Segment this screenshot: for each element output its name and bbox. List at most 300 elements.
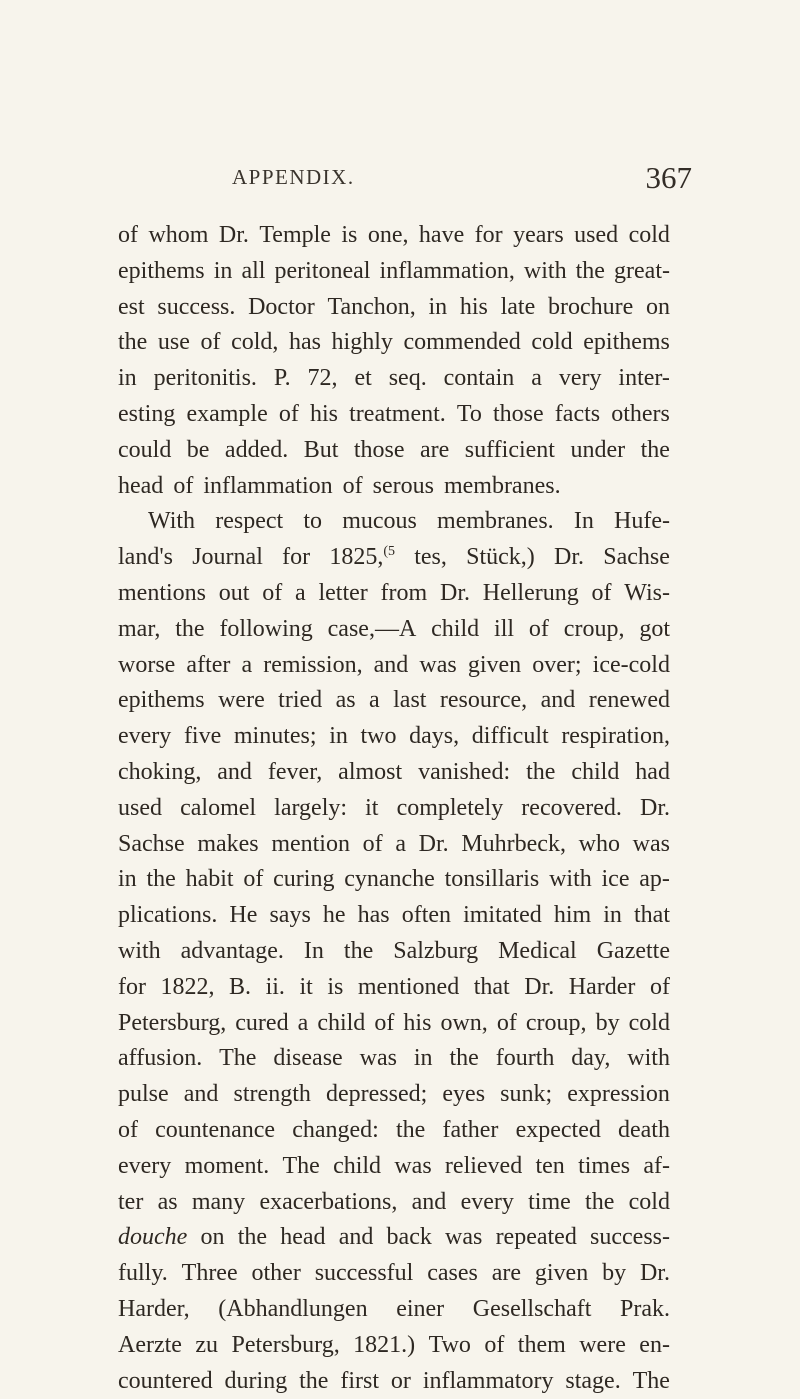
word [310, 397, 338, 433]
word-text: seq. [389, 365, 427, 391]
word-text: over; [532, 652, 581, 678]
word [118, 433, 171, 469]
word [395, 827, 406, 863]
word-text: P. [274, 365, 291, 391]
word-text: Temple [259, 222, 331, 248]
word [279, 397, 299, 433]
word [444, 361, 515, 397]
word-text: cold [629, 1010, 670, 1036]
word [354, 433, 405, 469]
text-line [118, 1364, 670, 1399]
word-text: He [229, 902, 257, 928]
page-number: 367 [646, 160, 693, 196]
word [629, 218, 670, 254]
word [218, 1292, 367, 1328]
word [381, 576, 428, 612]
word [549, 862, 592, 898]
word-text: ice [602, 866, 630, 892]
text-line [118, 1220, 670, 1256]
word [403, 1006, 431, 1042]
word [118, 719, 171, 755]
word-text: has [358, 902, 390, 928]
word-text: cured [235, 1010, 288, 1036]
word [574, 218, 618, 254]
word-text: five [184, 723, 221, 749]
word [203, 469, 332, 505]
word [268, 755, 322, 791]
word [419, 218, 464, 254]
word [323, 898, 346, 934]
word [614, 504, 670, 540]
word [181, 934, 284, 970]
word [494, 612, 514, 648]
word [570, 433, 625, 469]
word-text: following [219, 616, 312, 642]
word [374, 648, 409, 684]
word [418, 755, 510, 791]
word [218, 683, 265, 719]
word [466, 540, 535, 576]
word [217, 755, 252, 791]
word-text: on [201, 1224, 225, 1250]
word-text: a [395, 831, 406, 857]
word-text: affusion. [118, 1045, 202, 1071]
word-text: him [554, 902, 591, 928]
word-text: Harder, [118, 1296, 190, 1322]
word [569, 970, 636, 1006]
word [118, 827, 185, 863]
text-line [118, 1292, 670, 1328]
word-text: ill [494, 616, 514, 642]
word [590, 1220, 670, 1256]
word [639, 612, 670, 648]
word [118, 612, 160, 648]
word-text: had [635, 759, 670, 785]
word [541, 683, 576, 719]
word [173, 469, 193, 505]
word [449, 1041, 478, 1077]
word-text: are [492, 1260, 521, 1286]
word [593, 648, 670, 684]
text-line [118, 540, 670, 576]
word-text: calomel [180, 795, 256, 821]
word-text: got [639, 616, 670, 642]
word [187, 433, 210, 469]
word-text: epithems [118, 687, 205, 713]
word-text: own, [440, 1010, 487, 1036]
word [624, 576, 670, 612]
word [483, 576, 579, 612]
word-text: he [323, 902, 346, 928]
word [473, 1292, 592, 1328]
word [535, 1256, 588, 1292]
word [440, 683, 527, 719]
word-text: are [420, 437, 449, 463]
word [328, 612, 417, 648]
word [219, 218, 249, 254]
word-text: Gazette [597, 938, 670, 964]
word [146, 862, 175, 898]
word [185, 1149, 270, 1185]
word-text: last [393, 687, 426, 713]
word-text: inflammatory [423, 1368, 554, 1394]
word-text: head [118, 473, 163, 499]
word-text: the [175, 616, 204, 642]
word-text: commended [403, 329, 520, 355]
text-line [118, 1185, 670, 1221]
word [248, 290, 315, 326]
word [564, 612, 625, 648]
word-text: cold [629, 1189, 670, 1215]
word [526, 1006, 587, 1042]
word [419, 827, 449, 863]
word-text: in [603, 902, 622, 928]
word-text: the [585, 1189, 614, 1215]
text-line [118, 504, 670, 540]
word [409, 719, 459, 755]
word [516, 1113, 601, 1149]
word-text: tried [278, 687, 322, 713]
word [442, 1113, 498, 1149]
word-text: the [299, 1368, 328, 1394]
word [460, 290, 488, 326]
word-text: mucous [342, 508, 417, 534]
word-text: treatment. [349, 401, 446, 427]
word [266, 970, 285, 1006]
word [529, 612, 549, 648]
word-text: was [445, 1224, 482, 1250]
word [403, 325, 520, 361]
word [308, 361, 338, 397]
text-line [118, 325, 670, 361]
text-line [118, 254, 670, 290]
word-text: recovered. [521, 795, 622, 821]
text-line [118, 361, 670, 397]
word [238, 1220, 267, 1256]
word-text: membranes. [444, 473, 561, 499]
word-text: The [633, 1368, 670, 1394]
word [361, 719, 397, 755]
word-text: ten [535, 1153, 564, 1179]
text-line [118, 1149, 670, 1185]
word [340, 1364, 379, 1399]
word [363, 827, 383, 863]
word [344, 934, 373, 970]
word-text: in [428, 294, 447, 320]
word-text: expected [516, 1117, 601, 1143]
word [414, 1041, 433, 1077]
word-text: choking, [118, 759, 201, 785]
word-text: very [559, 365, 602, 391]
word-text: Dr. [554, 544, 584, 570]
word [521, 791, 622, 827]
word [571, 1041, 610, 1077]
word-text: 1821.) [353, 1332, 415, 1358]
text-line [118, 827, 670, 863]
word-text: Journal [192, 544, 263, 570]
text-line [118, 1077, 670, 1113]
word [457, 397, 482, 433]
word [579, 1328, 626, 1364]
word-text: Muhrbeck, [461, 831, 566, 857]
word [295, 576, 306, 612]
word-text: often [402, 902, 451, 928]
word-text: a [369, 687, 380, 713]
word [419, 648, 456, 684]
word-text: Dr. [419, 831, 449, 857]
word-text: back [387, 1224, 432, 1250]
word [353, 1328, 415, 1364]
word-text: Sachse [118, 831, 185, 857]
word-text: Hellerung [483, 580, 579, 606]
word [583, 325, 670, 361]
word [618, 361, 670, 397]
word-text: and [217, 759, 252, 785]
word-text: of [343, 473, 363, 499]
word [263, 648, 362, 684]
text-line [118, 898, 670, 934]
word-text: used [574, 222, 618, 248]
word [118, 862, 137, 898]
word [349, 397, 446, 433]
word [241, 648, 252, 684]
word [444, 469, 561, 505]
word-text: of [484, 1332, 504, 1358]
word-text: eyes [442, 1081, 485, 1107]
word [274, 791, 347, 827]
word [229, 970, 251, 1006]
word-text: difficult [472, 723, 549, 749]
word [186, 648, 230, 684]
text-line [118, 934, 670, 970]
word [555, 397, 600, 433]
word-text: whom [148, 222, 208, 248]
word [402, 898, 451, 934]
text-line [118, 683, 670, 719]
word-text: cases [427, 1260, 478, 1286]
word [282, 540, 310, 576]
word-text: child [333, 1153, 381, 1179]
word-text: of [374, 1010, 394, 1036]
word [186, 397, 267, 433]
word [186, 862, 234, 898]
word [571, 755, 619, 791]
word-text: Prak. [620, 1296, 670, 1322]
word [273, 1041, 342, 1077]
word [271, 827, 350, 863]
word [635, 755, 670, 791]
word [496, 1041, 555, 1077]
word [633, 827, 670, 863]
word [412, 1185, 447, 1221]
word [627, 1041, 670, 1077]
word [234, 1077, 311, 1113]
word-text: B. [229, 974, 251, 1000]
word [118, 934, 161, 970]
word-text: of [592, 580, 612, 606]
word-text: exacerbations, [259, 1189, 397, 1215]
word-text: the [526, 759, 555, 785]
word [304, 934, 324, 970]
word-text: est [118, 294, 145, 320]
word-text: on [646, 294, 670, 320]
word [484, 1328, 504, 1364]
word-text: many [192, 1189, 245, 1215]
word-text: case,—A [328, 616, 417, 642]
word [269, 898, 310, 934]
word-text: is [341, 222, 357, 248]
word-text: Two [429, 1332, 471, 1358]
text-line [118, 1041, 670, 1077]
word-text: letter [318, 580, 367, 606]
word [118, 290, 145, 326]
word [298, 1006, 309, 1042]
word-text: and [184, 1081, 219, 1107]
word-text: and [374, 652, 409, 678]
word-text: is [327, 974, 343, 1000]
word [219, 612, 312, 648]
word [118, 325, 147, 361]
word-text: by [602, 1260, 626, 1286]
word-text: largely: [274, 795, 347, 821]
word-text: almost [338, 759, 402, 785]
word [157, 290, 235, 326]
word-text: every [118, 1153, 171, 1179]
word [576, 254, 605, 290]
word-text: used [118, 795, 162, 821]
word-text: with [524, 258, 567, 284]
word-text: advantage. [181, 938, 284, 964]
word [326, 1077, 427, 1113]
text-line [118, 612, 670, 648]
word-text: use [158, 329, 190, 355]
word [437, 504, 554, 540]
word-text: a [295, 580, 306, 606]
word-text: times [578, 1153, 630, 1179]
word-text: great- [614, 258, 670, 284]
word [634, 898, 670, 934]
word [614, 254, 670, 290]
word [184, 719, 221, 755]
word [225, 1364, 288, 1399]
word-text: But [304, 437, 339, 463]
word [501, 290, 536, 326]
word-text: of [118, 1117, 138, 1143]
word-text: Dr. [640, 1260, 670, 1286]
word-text: those [354, 437, 405, 463]
word [195, 1328, 218, 1364]
word [289, 325, 321, 361]
word-text: the [576, 258, 605, 284]
running-head: APPENDIX. [232, 165, 355, 190]
word [329, 540, 395, 576]
word-text: 1825, [329, 544, 383, 570]
word [639, 1328, 670, 1364]
word-text: late [501, 294, 536, 320]
word [396, 1292, 444, 1328]
word-text: brochure [548, 294, 633, 320]
word [387, 1220, 432, 1256]
word [597, 934, 670, 970]
word-text: imitated [463, 902, 542, 928]
word-text: highly [332, 329, 393, 355]
body-text [118, 218, 670, 1399]
text-line [118, 397, 670, 433]
word [299, 1364, 328, 1399]
word [474, 970, 510, 1006]
word [118, 1041, 202, 1077]
word [397, 791, 504, 827]
word [315, 1256, 414, 1292]
text-line [118, 862, 670, 898]
word [273, 862, 334, 898]
word [498, 934, 577, 970]
word [596, 1006, 620, 1042]
word [373, 469, 434, 505]
word-text: of [279, 401, 299, 427]
word [118, 576, 206, 612]
text-line [118, 970, 670, 1006]
word-text: curing [273, 866, 334, 892]
word [118, 1220, 187, 1256]
word [358, 898, 390, 934]
word [192, 540, 263, 576]
word [492, 1256, 521, 1292]
word [262, 576, 282, 612]
superscript-text: (5 [383, 544, 395, 559]
word-text: was [633, 831, 670, 857]
word-text: out [219, 580, 250, 606]
word-text: fourth [496, 1045, 555, 1071]
word [497, 1006, 517, 1042]
word-text: cold [629, 222, 670, 248]
word [420, 433, 449, 469]
word-text: inflammation, [380, 258, 515, 284]
word-text: cynanche [344, 866, 435, 892]
word-text: resource, [440, 687, 527, 713]
word [344, 862, 435, 898]
word-text: of [497, 1010, 517, 1036]
word-text: en- [639, 1332, 670, 1358]
word-text: 1822, [161, 974, 215, 1000]
word-text: land's [118, 544, 173, 570]
word-text: depressed; [326, 1081, 427, 1107]
word [585, 1185, 614, 1221]
word-text: in [118, 365, 137, 391]
word-text: of [650, 974, 670, 1000]
word [531, 361, 542, 397]
word [158, 325, 190, 361]
word-text: could [118, 437, 171, 463]
word [225, 433, 288, 469]
word-text: to [303, 508, 322, 534]
word [148, 504, 195, 540]
word-text: strength [234, 1081, 311, 1107]
word-text: Medical [498, 938, 577, 964]
word-text: Dr. [524, 974, 554, 1000]
word [445, 862, 540, 898]
word [423, 1364, 554, 1399]
word-text: that [634, 902, 670, 928]
word-text: ter [118, 1189, 143, 1215]
word-text: the [238, 1224, 267, 1250]
word-text: who [579, 831, 620, 857]
word [318, 576, 367, 612]
word-text: of [243, 866, 263, 892]
word-text: child [317, 1010, 365, 1036]
word [641, 433, 670, 469]
word-text: respiration, [561, 723, 670, 749]
